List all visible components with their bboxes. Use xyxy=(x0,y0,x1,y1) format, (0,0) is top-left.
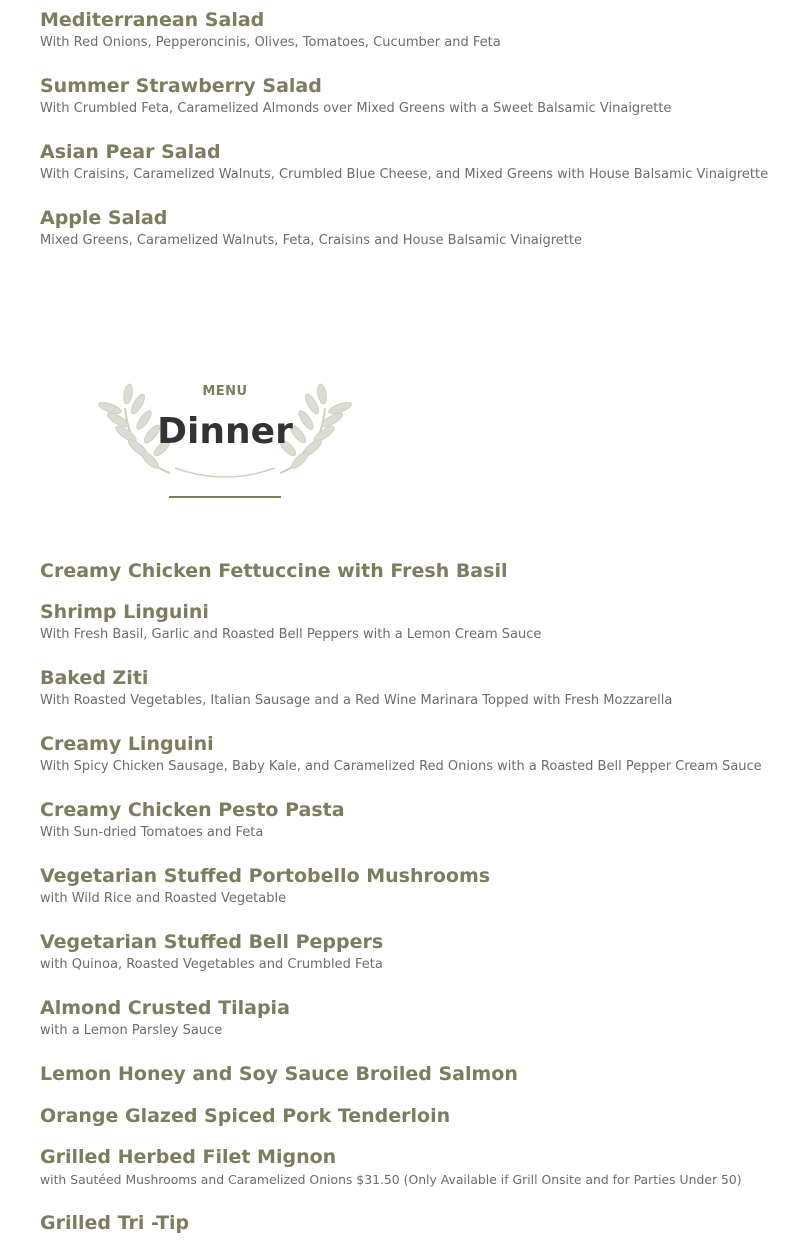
menu-item-title: Vegetarian Stuffed Portobello Mushrooms xyxy=(40,865,491,887)
menu-item xyxy=(40,1063,800,1085)
menu-item xyxy=(40,997,800,1040)
menu-item-title: Orange Glazed Spiced Pork Tenderloin xyxy=(40,1105,451,1127)
menu-item-description: With Fresh Basil, Garlic and Roasted Bell Peppers with a Lemon Cream Sauce xyxy=(40,627,542,642)
menu-item xyxy=(40,207,800,250)
menu-item-title: Creamy Chicken Pesto Pasta xyxy=(40,799,345,821)
menu-item-title: Almond Crusted Tilapia xyxy=(40,997,290,1019)
menu-item-description: with Wild Rice and Roasted Vegetable xyxy=(40,891,287,906)
menu-item xyxy=(40,1212,800,1234)
menu-item-description: Mixed Greens, Caramelized Walnuts, Feta, Craisins and House Balsamic Vinaigrette xyxy=(40,233,582,248)
menu-item-title: Shrimp Linguini xyxy=(40,601,209,623)
menu-item xyxy=(40,865,800,908)
section-title: Dinner xyxy=(157,411,293,452)
menu-item-title: Summer Strawberry Salad xyxy=(40,75,322,97)
menu-item xyxy=(40,667,800,710)
menu-item-title: Baked Ziti xyxy=(40,667,149,689)
menu-item xyxy=(40,799,800,842)
menu-item xyxy=(40,601,800,644)
menu-item xyxy=(40,1146,800,1189)
menu-item-description: with Quinoa, Roasted Vegetables and Crumbled Feta xyxy=(40,957,383,972)
menu-item xyxy=(40,931,800,974)
menu-item-description: With Craisins, Caramelized Walnuts, Crumbled Blue Cheese, and Mixed Greens with House Balsamic Vinaigrette xyxy=(40,167,769,182)
menu-item xyxy=(40,141,800,184)
menu-item-description: With Crumbled Feta, Caramelized Almonds over Mixed Greens with a Sweet Balsamic Vinaigrette xyxy=(40,101,672,116)
menu-item-title: Mediterranean Salad xyxy=(40,9,265,31)
menu-item-title: Vegetarian Stuffed Bell Peppers xyxy=(40,931,384,953)
menu-item-title: Creamy Chicken Fettuccine with Fresh Basil xyxy=(40,560,508,582)
menu-item-title: Lemon Honey and Soy Sauce Broiled Salmon xyxy=(40,1063,518,1085)
menu-item-title: Grilled Herbed Filet Mignon xyxy=(40,1146,337,1168)
menu-item xyxy=(40,75,800,118)
menu-item-description: With Red Onions, Pepperoncinis, Olives, Tomatoes, Cucumber and Feta xyxy=(40,35,501,50)
menu-item xyxy=(40,1105,800,1127)
menu-item-description: with a Lemon Parsley Sauce xyxy=(40,1023,223,1038)
section-divider xyxy=(169,496,281,498)
menu-item-title: Apple Salad xyxy=(40,207,168,229)
menu-item-description: With Spicy Chicken Sausage, Baby Kale, and Caramelized Red Onions with a Roasted Bell Pepper Cream Sauce xyxy=(40,759,762,774)
menu-item xyxy=(40,9,800,52)
menu-item-title: Creamy Linguini xyxy=(40,733,214,755)
menu-item xyxy=(40,733,800,776)
menu-item-description: With Sun-dried Tomatoes and Feta xyxy=(40,825,264,840)
menu-item-description: With Roasted Vegetables, Italian Sausage and a Red Wine Marinara Topped with Fresh Mozzarella xyxy=(40,693,673,708)
menu-item-title: Asian Pear Salad xyxy=(40,141,221,163)
menu-item-title: Grilled Tri -Tip xyxy=(40,1212,190,1234)
menu-item-description: with Sautéed Mushrooms and Caramelized Onions $31.50 (Only Available if Grill Onsite and for Parties Under 50) xyxy=(40,1172,742,1187)
menu-item xyxy=(40,560,800,582)
section-heading xyxy=(90,368,360,508)
section-eyebrow: MENU xyxy=(202,384,248,399)
